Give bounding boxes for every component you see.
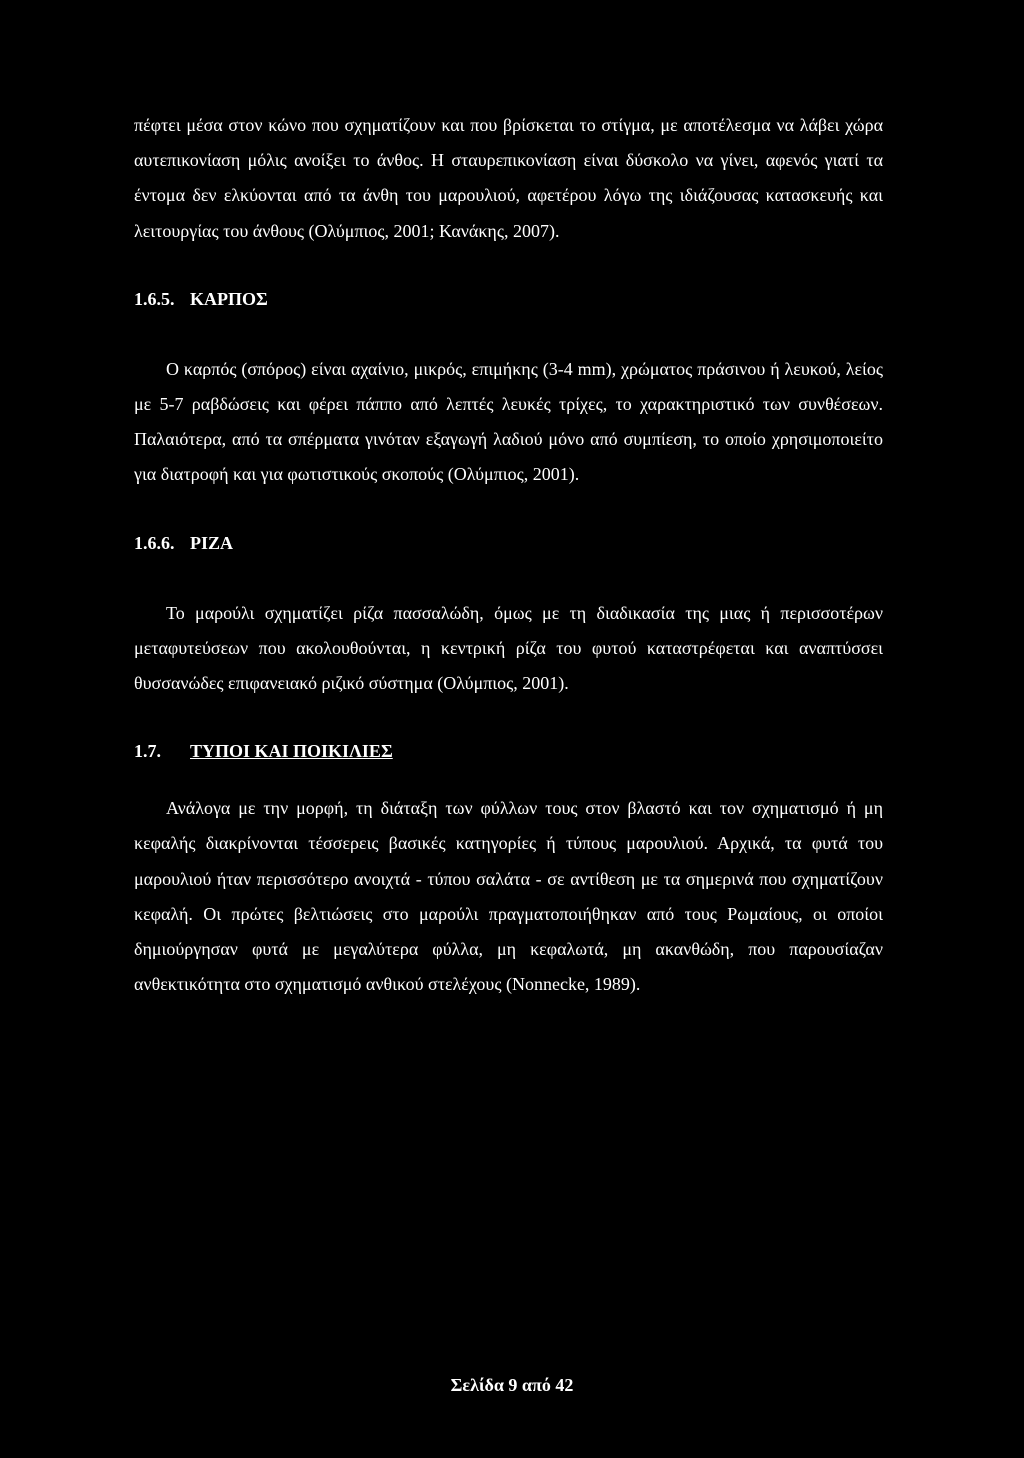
section-title: ΚΑΡΠΟΣ: [190, 288, 268, 309]
section-number: 1.6.6.: [134, 532, 175, 553]
section-number: 1.6.5.: [134, 288, 175, 309]
section-number: 1.7.: [134, 741, 161, 762]
root-paragraph: Το μαρούλι σχηματίζει ρίζα πασσαλώδη, όμως με τη διαδικασία της μιας ή περισσοτέρων μεταφυτεύσεων που ακολουθούνται, η κεντρική ρίζα του φυτού καταστρέφεται και αναπτύσσει θυσσανώδες επιφανειακό ριζικό σύστημα (Ολύμπιος, 2001).: [134, 602, 883, 694]
section-heading-root: [134, 526, 883, 561]
section-title: ΤΥΠΟΙ ΚΑΙ ΠΟΙΚΙΛΙΕΣ: [190, 741, 393, 762]
continuation-paragraph: πέφτει μέσα στον κώνο που σχηματίζουν και που βρίσκεται το στίγμα, με αποτέλεσμα να λάβει χώρα αυτεπικονίαση μόλις ανοίξει το άνθος. Η σταυρεπικονίαση είναι δύσκολο να γίνει, αφενός γιατί τα έντομα δεν ελκύονται από τα άνθη του μαρουλιού, αφετέρου λόγω της ιδιάζουσας κατασκευής και λειτουργίας του άνθους (Ολύμπιος, 2001; Κανάκης, 2007).: [134, 115, 883, 241]
page-number-footer: Σελίδα 9 από 42: [450, 1375, 574, 1395]
fruit-paragraph: Ο καρπός (σπόρος) είναι αχαίνιο, μικρός, επιμήκης (3-4 mm), χρώματος πράσινου ή λευκού, λείος με 5-7 ραβδώσεις και φέρει πάππο από λεπτές λευκές τρίχες, το χαρακτηριστικό των συνθέσεων. Παλαιότερα, από τα σπέρματα γινόταν εξαγωγή λαδιού μόνο από συμπίεση, το οποίο χρησιμοποιείτο για διατροφή και για φωτιστικούς σκοπούς (Ολύμπιος, 2001).: [134, 358, 883, 485]
section-heading-fruit: [134, 282, 883, 317]
section-heading-types-varieties: [134, 734, 883, 769]
section-title: ΡΙΖΑ: [190, 532, 234, 553]
types-varieties-paragraph: Ανάλογα με την μορφή, τη διάταξη των φύλλων τους στον βλαστό και τον σχηματισμό ή μη κεφαλής διακρίνονται τέσσερεις βασικές κατηγορίες ή τύπους μαρουλιού. Αρχικά, τα φυτά του μαρουλιού ήταν περισσότερο ανοιχτά - τύπου σαλάτα - σε αντίθεση με τα σημερινά που σχηματίζουν κεφαλή. Οι πρώτες βελτιώσεις στο μαρούλι πραγματοποιήθηκαν από τους Ρωμαίους, οι οποίοι δημιούργησαν φυτά με μεγαλύτερα φύλλα, μη κεφαλωτά, μη ακανθώδη, που παρουσίαζαν ανθεκτικότητα στο σχηματισμό ανθικού στελέχους (Nonnecke, 1989).: [134, 798, 883, 995]
document-body: [134, 108, 883, 1002]
